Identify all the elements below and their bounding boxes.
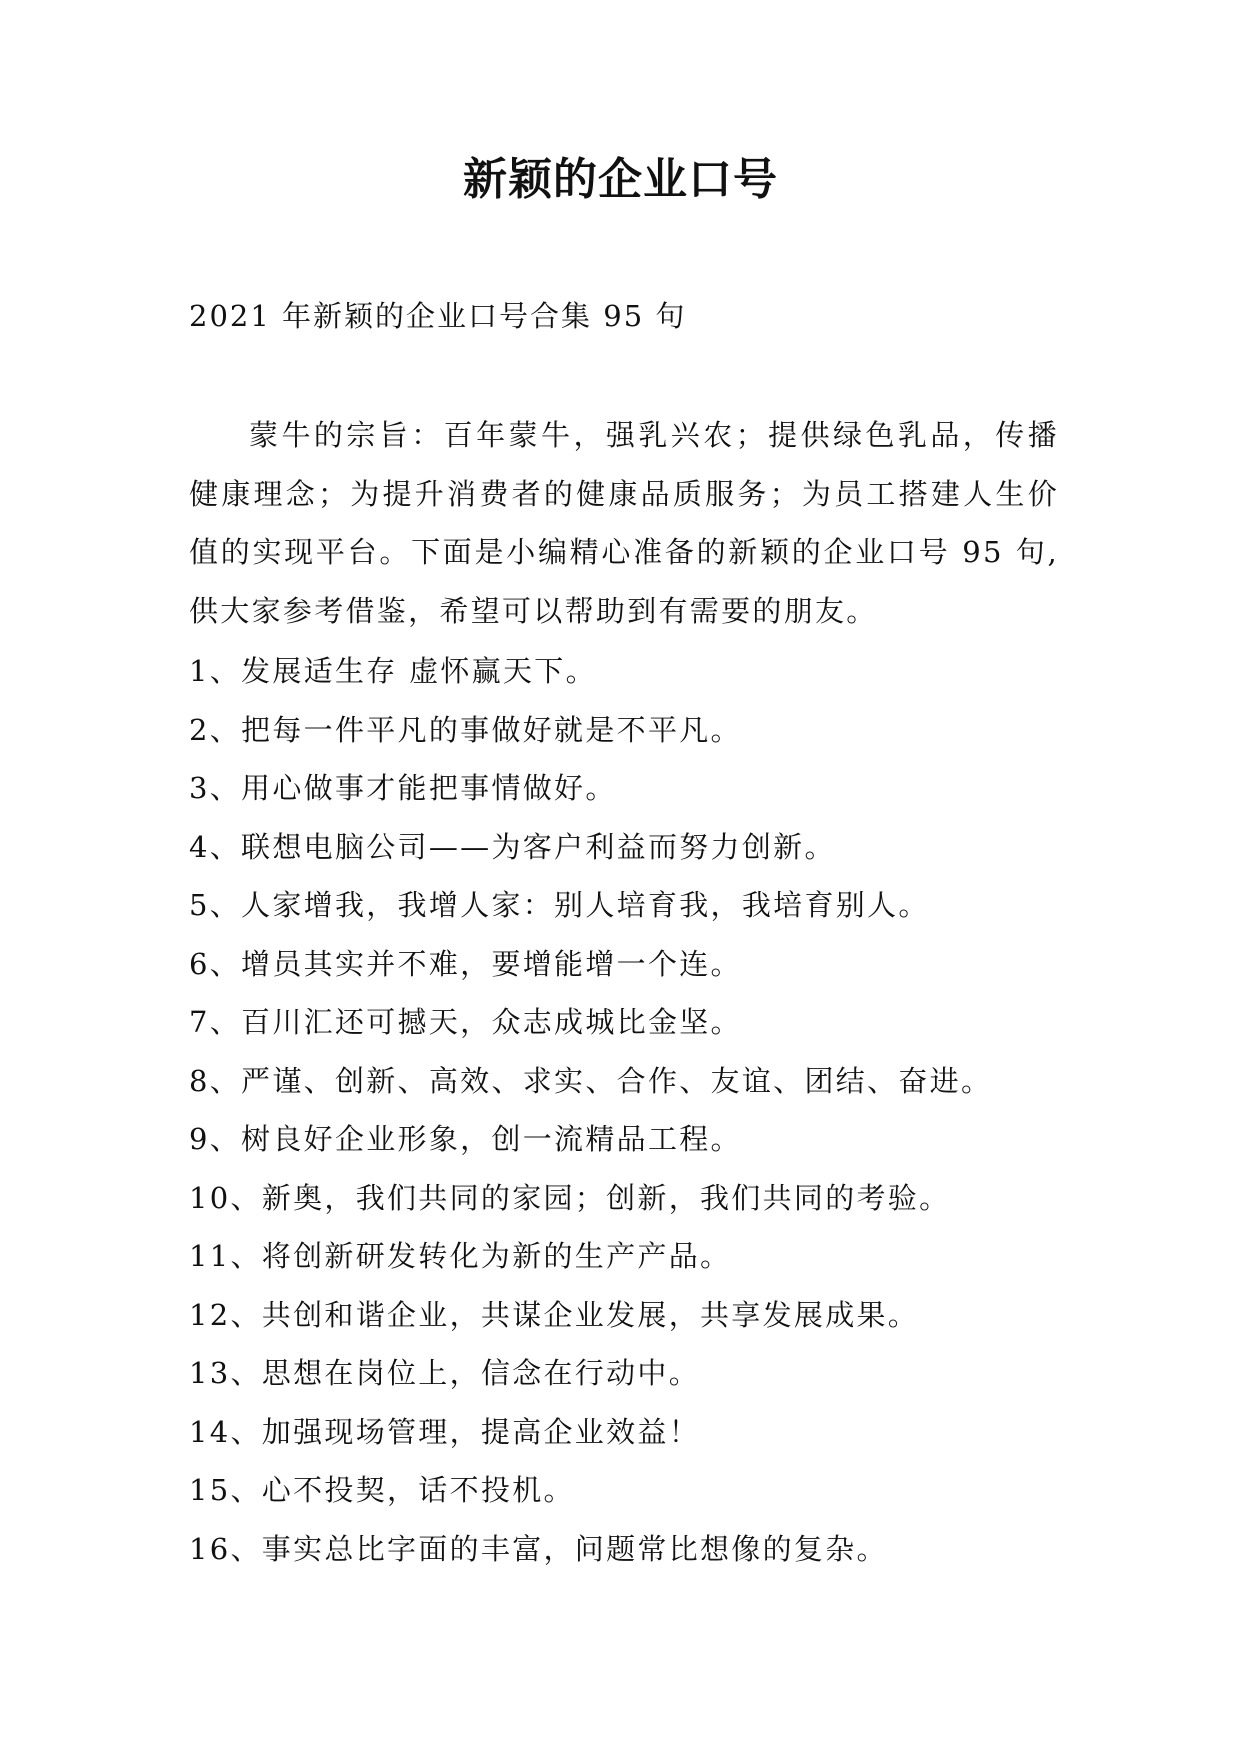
- list-item: 15、心不投契，话不投机。: [189, 1473, 575, 1507]
- list-item: 5、人家增我，我增人家：别人培育我，我培育别人。: [189, 888, 930, 922]
- slogan-list: [189, 642, 1089, 1578]
- list-item: 1、发展适生存 虚怀赢天下。: [189, 654, 597, 688]
- list-item: 10、新奥，我们共同的家园；创新，我们共同的考验。: [189, 1180, 951, 1215]
- list-item: 4、联想电脑公司——为客户利益而努力创新。: [189, 829, 836, 864]
- document-subtitle: 2021 年新颖的企业口号合集 95 句: [189, 299, 687, 333]
- list-item: 2、把每一件平凡的事做好就是不平凡。: [189, 712, 742, 747]
- list-item: 3、用心做事才能把事情做好。: [189, 771, 617, 805]
- list-item: 14、加强现场管理，提高企业效益！: [189, 1414, 701, 1449]
- list-item: 11、将创新研发转化为新的生产产品。: [189, 1239, 732, 1273]
- list-item: 12、共创和谐企业，共谋企业发展，共享发展成果。: [189, 1297, 920, 1332]
- list-item: 7、百川汇还可撼天，众志成城比金坚。: [189, 1005, 742, 1039]
- intro-paragraph: 蒙牛的宗旨：百年蒙牛，强乳兴农；提供绿色乳品，传播健康理念；为提升消费者的健康品质服务；为员工搭建人生价值的实现平台。下面是小编精心准备的新颖的企业口号 95 句,供大家参考借鉴，希望可以帮助到有需要的朋友。: [189, 418, 1059, 628]
- list-item: 9、树良好企业形象，创一流精品工程。: [189, 1122, 742, 1156]
- document-title: 新颖的企业口号: [463, 154, 778, 205]
- list-item: 6、增员其实并不难，要增能增一个连。: [189, 946, 742, 981]
- list-item: 8、严谨、创新、高效、求实、合作、友谊、团结、奋进。: [189, 1063, 993, 1098]
- list-item: 13、思想在岗位上，信念在行动中。: [189, 1356, 701, 1390]
- list-item: 16、事实总比字面的丰富，问题常比想像的复杂。: [189, 1531, 888, 1566]
